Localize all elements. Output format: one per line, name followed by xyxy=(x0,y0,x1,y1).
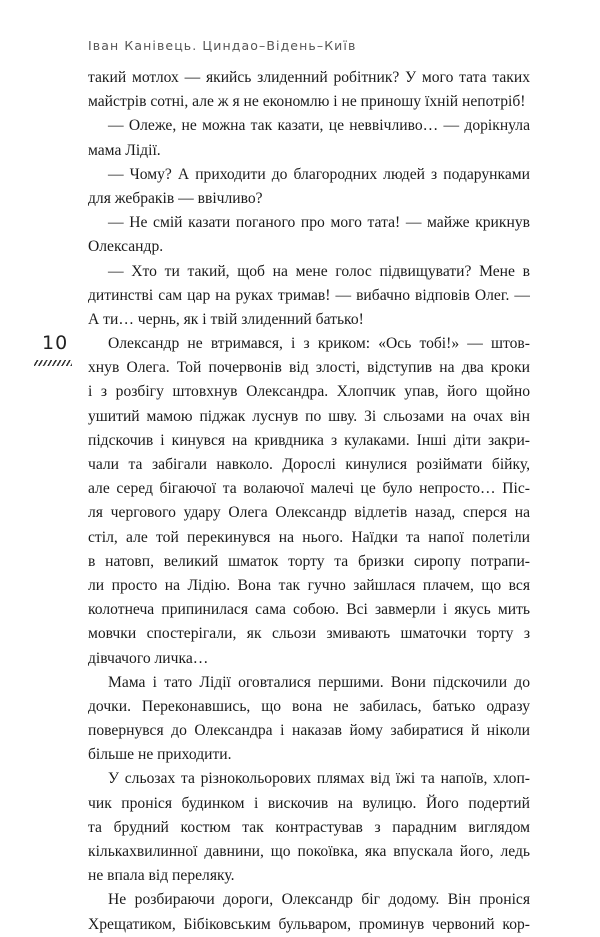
text-line: кількахвилинної давнини, що покоївка, яка впускала його, ледь xyxy=(88,843,530,860)
text-line: в натовп, великий шматок торту та бризки сиропу потрапи- xyxy=(88,552,530,570)
text-line: повернувся до Олександра і наказав йому забиратися й ніколи xyxy=(88,722,530,740)
text-line: — Олеже, не можна так казати, це неввічливо… — дорікнула xyxy=(108,117,530,135)
text-line: чали та забігали навколо. Дорослі кинулися розіймати бійку, xyxy=(88,456,530,473)
text-line: дитинстві сам цар на руках тримав! — вибачно відповів Олег. — xyxy=(88,286,530,304)
text-line: — Хто ти такий, щоб на мене голос підвищувати? Мене в xyxy=(108,262,530,280)
text-line: підскочив і кинувся на кривдника з кулаками. Інші діти закри- xyxy=(88,431,530,449)
text-line: ли просто на Лідію. Вона так гучно зайшлася плачем, що вся xyxy=(88,576,530,594)
text-line: не впала від переляку. xyxy=(88,867,235,885)
text-line: але серед бігаючої та волаючої малечі це було непросто… Піс- xyxy=(88,480,530,498)
text-line: для жебраків — ввічливо? xyxy=(88,189,263,207)
text-line: хнув Олега. Той почервонів від злості, відступив на два кроки xyxy=(88,359,530,377)
text-line: — Чому? А приходити до благородних людей з подарунками xyxy=(108,165,530,183)
text-line: Не розбираючи дороги, Олександр біг додому. Він проніся xyxy=(108,891,530,909)
text-line: мовчки спостерігали, як сльози змивають шматочки торту з xyxy=(88,625,530,643)
body-text xyxy=(88,66,530,937)
text-line: такий мотлох — якийсь злиденний робітник? У мого тата таких xyxy=(88,69,530,86)
text-line: дівчачого личка… xyxy=(88,649,209,667)
text-line: стіл, але той перекинувся на нього. Наїдки та напої полетіли xyxy=(88,528,530,546)
text-line: — Не смій казати поганого про мого тата! — майже крикнув xyxy=(108,214,530,232)
text-line: майстрів сотні, але ж я не економлю і не приношу їхній непотріб! xyxy=(88,93,526,111)
text-line: Хрещатиком, Бібіковським бульваром, проминув червоний кор- xyxy=(88,915,530,933)
text-line: дочки. Переконавшись, що вона не забилась, батько одразу xyxy=(88,697,530,715)
running-head: Іван Канівець. Циндао–Відень–Київ xyxy=(88,38,357,53)
text-line: У сльозах та різнокольорових плямах від їжі та напоїв, хлоп- xyxy=(108,770,530,788)
text-line: і з розбігу штовхнув Олександра. Хлопчик упав, його щойно xyxy=(88,383,530,401)
text-line: більше не приходити. xyxy=(88,746,232,764)
text-line: А ти… чернь, як і твій злиденний батько! xyxy=(88,310,364,328)
text-line: мама Лідії. xyxy=(88,141,161,159)
text-line: Олександр не втримався, і з криком: «Ось тобі!» — штов- xyxy=(108,335,530,353)
text-line: Мама і тато Лідії оговталися першими. Вони підскочили до xyxy=(108,673,530,691)
text-line: та брудний костюм так контрастував з парадним виглядом xyxy=(88,818,530,836)
page-number-block xyxy=(34,332,74,366)
page-number: 10 xyxy=(42,332,69,354)
text-line: Олександр. xyxy=(88,238,164,256)
text-line: ушитий мамою піджак луснув по шву. Зі сльозами на очах він xyxy=(88,407,530,425)
text-line: колотнеча припинилася сама собою. Всі завмерли і якусь мить xyxy=(88,601,530,619)
text-line: чик проніся будинком і вискочив на вулицю. Його подертий xyxy=(88,794,530,812)
text-line: ля чергового удару Олега Олександр відлетів назад, сперся на xyxy=(88,504,530,522)
decorative-hatch xyxy=(34,360,72,366)
